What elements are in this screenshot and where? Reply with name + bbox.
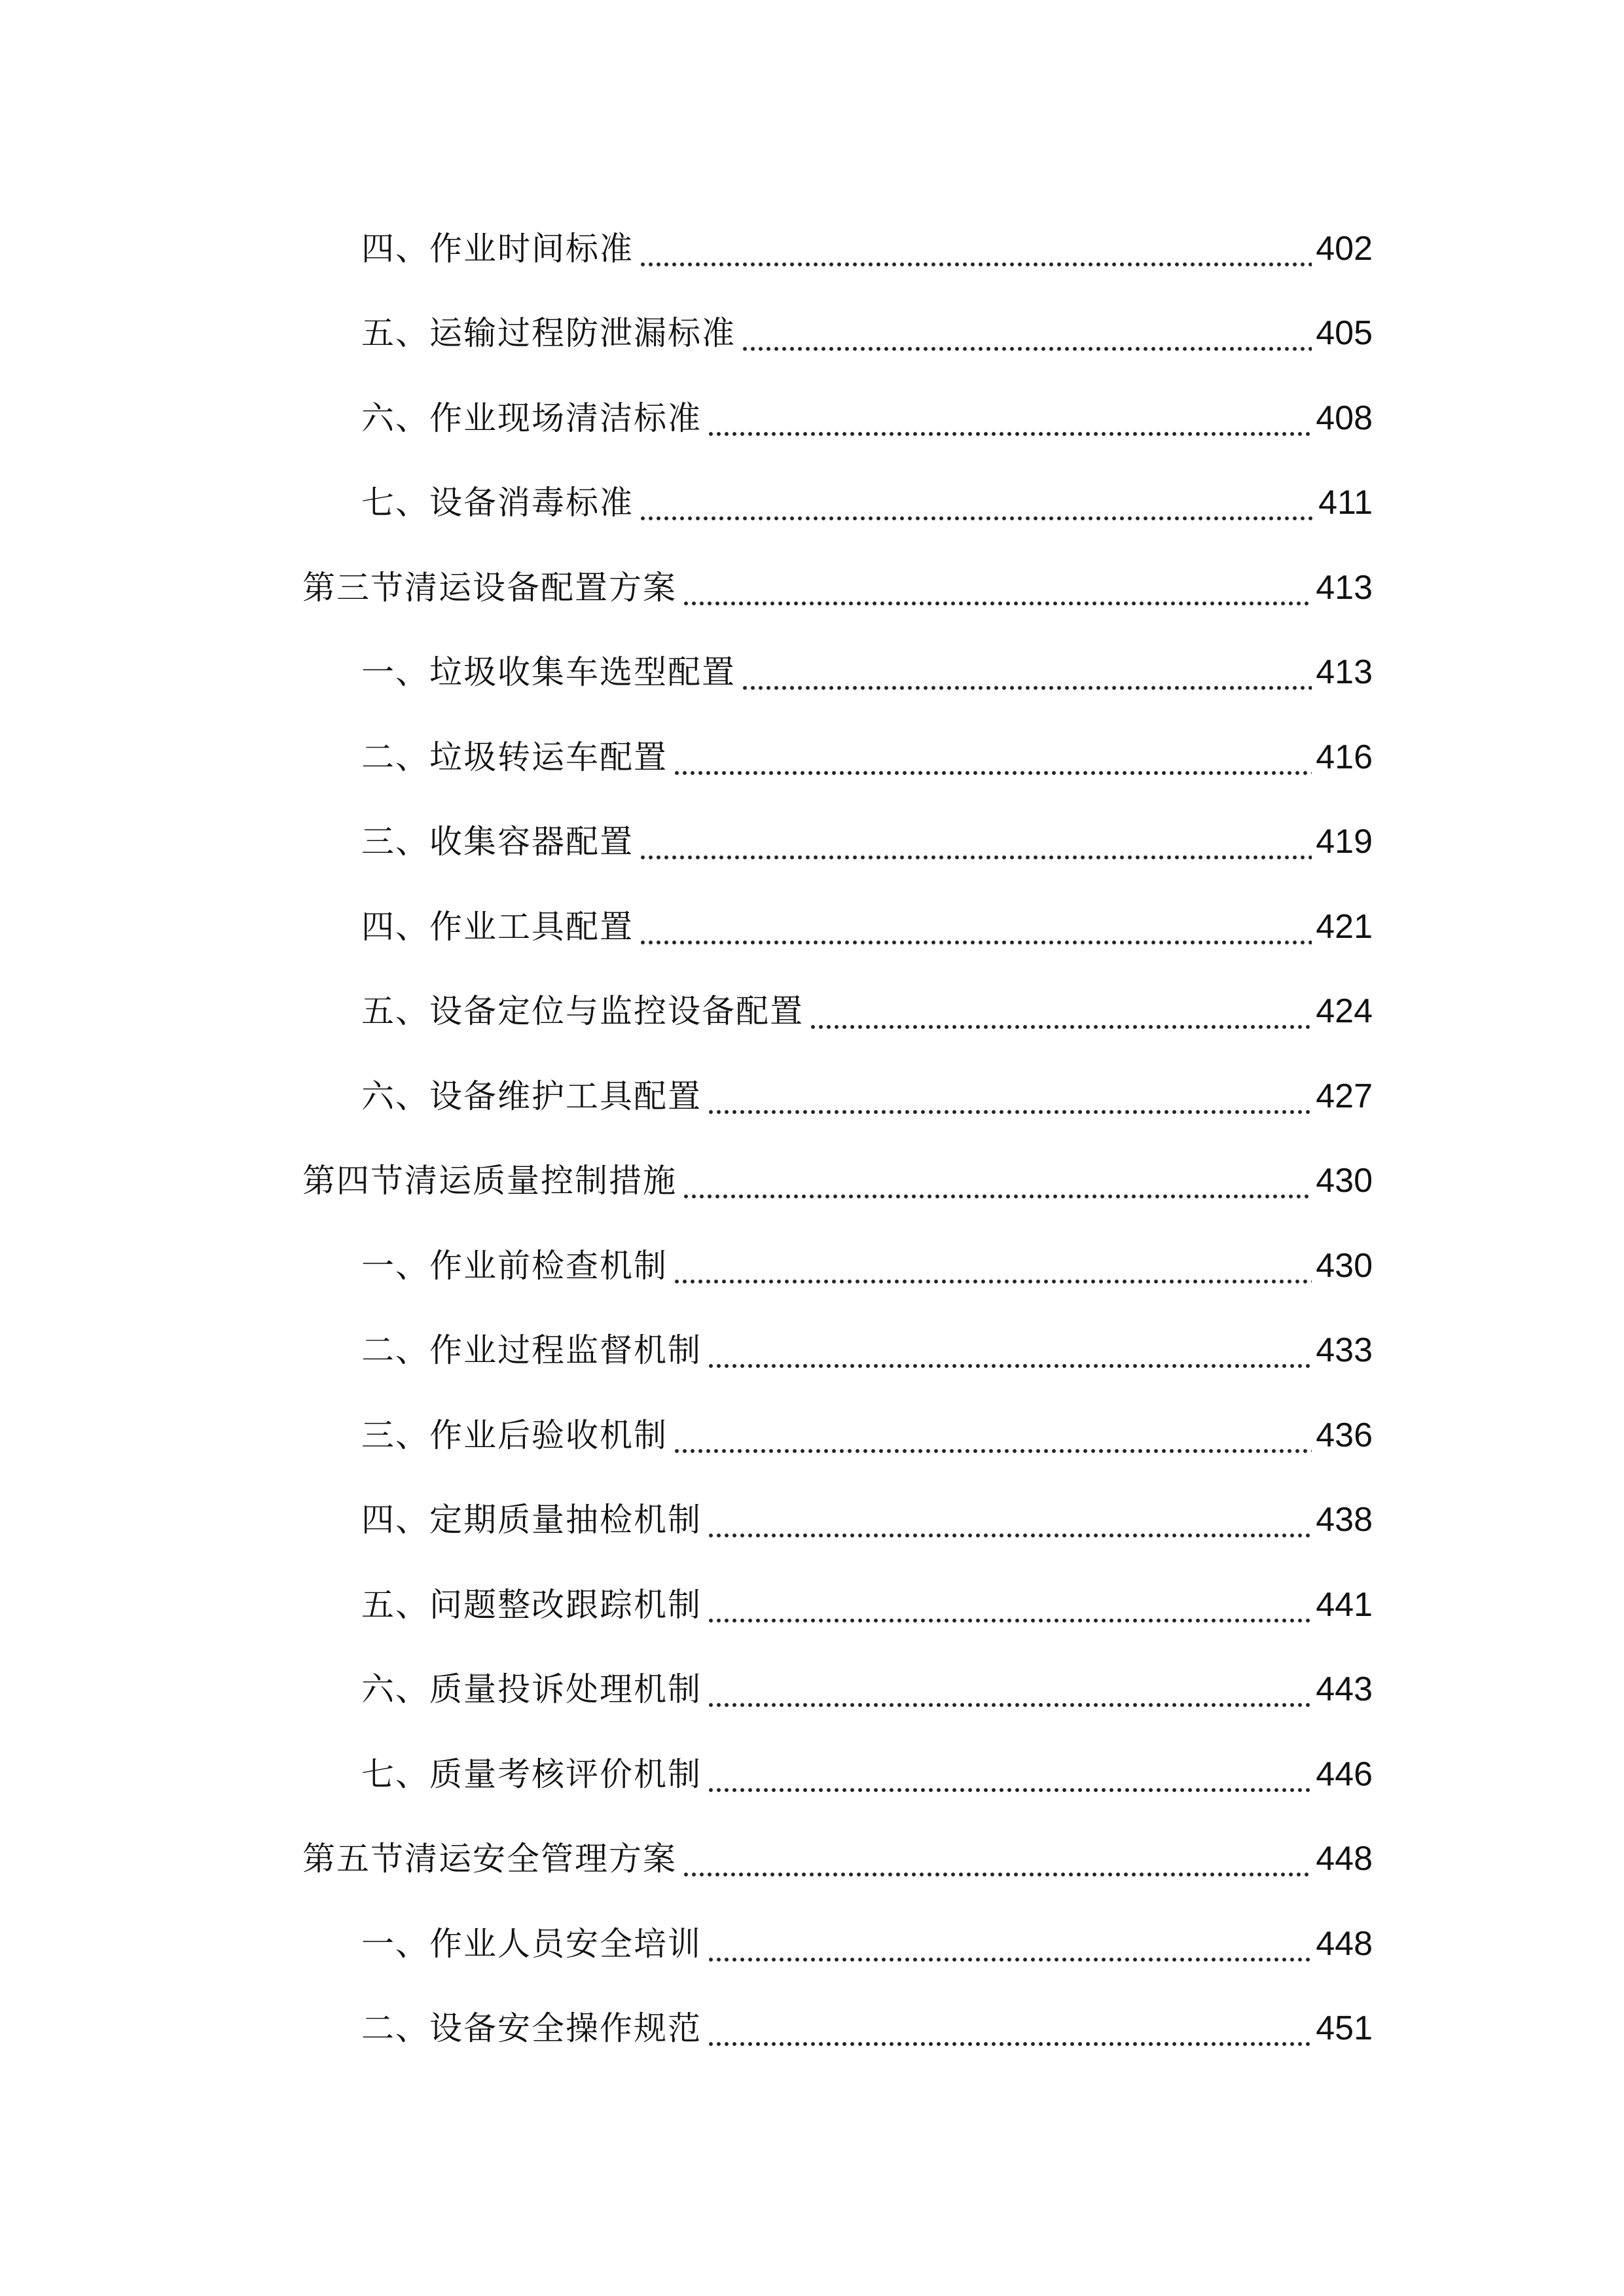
dot-leader [707,1755,1312,1794]
dot-leader [673,738,1312,777]
toc-entry[interactable] [0,1566,1624,1624]
dot-leader [707,2009,1312,2048]
toc-entry[interactable] [0,972,1624,1031]
toc-entry-title: 一、垃圾收集车选型配置 [361,653,736,691]
toc-entry-page-number: 436 [1316,1416,1373,1454]
toc-entry[interactable] [0,718,1624,777]
toc-entry-title: 二、作业过程监督机制 [361,1331,702,1369]
toc-entry-title: 四、作业工具配置 [361,908,634,946]
toc-entry-page-number: 446 [1316,1755,1373,1793]
toc-entry-title: 六、作业现场清洁标准 [361,399,702,437]
dot-leader [682,568,1312,607]
dot-leader [707,1670,1312,1709]
toc-entry-title: 第四节清运质量控制措施 [302,1162,677,1200]
toc-entry-title: 第五节清运安全管理方案 [302,1840,677,1878]
dot-leader [707,1924,1312,1964]
toc-entry[interactable] [0,802,1624,861]
toc-entry-title: 五、问题整改跟踪机制 [361,1586,702,1624]
dot-leader [707,1585,1312,1624]
dot-leader [707,399,1312,438]
toc-section-entry[interactable] [0,1820,1624,1878]
toc-entry-title: 第三节清运设备配置方案 [302,569,677,607]
toc-entry[interactable] [0,1989,1624,2048]
toc-entry-title: 一、作业人员安全培训 [361,1925,702,1963]
dot-leader [707,1331,1312,1370]
dot-leader [639,907,1312,946]
dot-leader [682,1161,1312,1200]
toc-entry-page-number: 413 [1316,653,1373,691]
toc-entry-title: 一、作业前检查机制 [361,1247,668,1285]
toc-entry[interactable] [0,294,1624,353]
toc-section-entry[interactable] [0,1141,1624,1200]
toc-entry-page-number: 421 [1316,908,1373,946]
toc-entry-title: 四、作业时间标准 [361,230,634,268]
toc-entry[interactable] [0,209,1624,268]
toc-entry-page-number: 441 [1316,1586,1373,1624]
toc-entry[interactable] [0,1480,1624,1539]
toc-entry-page-number: 430 [1316,1247,1373,1285]
toc-entry-title: 七、质量考核评价机制 [361,1755,702,1793]
toc-entry-page-number: 430 [1316,1162,1373,1200]
dot-leader [639,822,1312,861]
toc-entry[interactable] [0,1057,1624,1116]
toc-entry-page-number: 405 [1316,314,1373,352]
toc-entry-page-number: 419 [1316,823,1373,861]
toc-entry-page-number: 416 [1316,738,1373,776]
toc-entry-title: 五、运输过程防泄漏标准 [361,314,736,352]
toc-entry[interactable] [0,1227,1624,1285]
toc-entry-title: 六、设备维护工具配置 [361,1077,702,1115]
toc-entry-title: 六、质量投诉处理机制 [361,1670,702,1708]
dot-leader [673,1416,1312,1455]
dot-leader [707,1500,1312,1539]
toc-entry[interactable] [0,633,1624,692]
dot-leader [741,314,1312,353]
dot-leader [809,992,1312,1031]
toc-entry[interactable] [0,1650,1624,1709]
toc-entry[interactable] [0,379,1624,438]
toc-entry-page-number: 438 [1316,1501,1373,1539]
toc-entry[interactable] [0,888,1624,946]
toc-entry-page-number: 402 [1316,230,1373,268]
toc-entry-title: 三、作业后验收机制 [361,1416,668,1454]
toc-entry-page-number: 424 [1316,992,1373,1030]
dot-leader [682,1839,1312,1878]
toc-entry-title: 二、垃圾转运车配置 [361,738,668,776]
toc-entry-title: 三、收集容器配置 [361,823,634,861]
dot-leader [707,1077,1312,1116]
dot-leader [673,1246,1312,1285]
dot-leader [741,653,1312,692]
toc-entry-title: 二、设备安全操作规范 [361,2009,702,2047]
toc-entry-title: 五、设备定位与监控设备配置 [361,992,804,1030]
toc-entry-page-number: 411 [1318,484,1373,522]
dot-leader [639,229,1312,268]
toc-entry[interactable] [0,1735,1624,1794]
toc-entry-page-number: 448 [1316,1840,1373,1878]
toc-entry-title: 七、设备消毒标准 [361,484,634,522]
toc-entry-page-number: 451 [1316,2009,1373,2047]
toc-entry[interactable] [0,1905,1624,1964]
toc-entry-page-number: 433 [1316,1331,1373,1369]
toc-entry-page-number: 408 [1316,399,1373,437]
toc-entry-page-number: 427 [1316,1077,1373,1115]
toc-entry-page-number: 443 [1316,1670,1373,1708]
dot-leader [639,483,1314,522]
toc-entry-page-number: 448 [1316,1925,1373,1963]
toc-entry[interactable] [0,463,1624,522]
toc-entry-title: 四、定期质量抽检机制 [361,1501,702,1539]
toc-entry[interactable] [0,1396,1624,1455]
toc-section-entry[interactable] [0,548,1624,607]
toc-entry-page-number: 413 [1316,569,1373,607]
toc-entry[interactable] [0,1311,1624,1370]
